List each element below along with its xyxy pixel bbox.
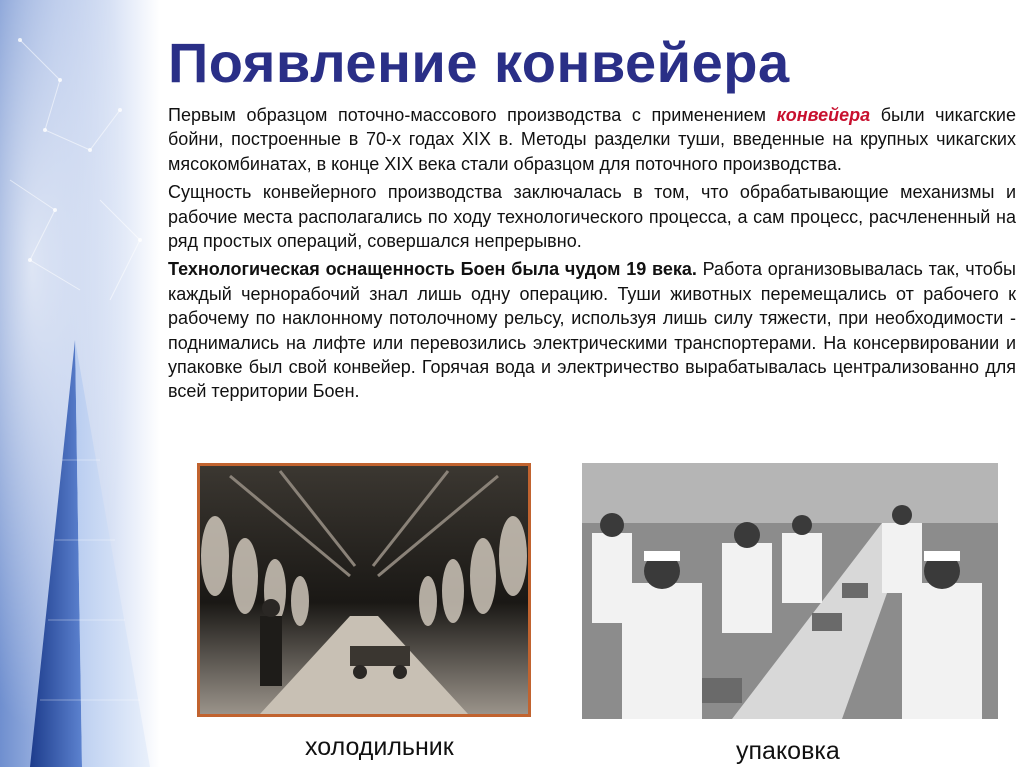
cold-storage-photo: [197, 463, 531, 717]
slide-title: Появление конвейера: [168, 31, 790, 94]
paragraph-1: [168, 103, 1016, 176]
paragraph-3-lead: Технологическая оснащенность Боен была чудом 19 века.: [168, 259, 697, 280]
paragraph-3: [168, 257, 1016, 403]
paragraph-1-end: были чикагские бойни, построенные в 70-х годах XIX в. Методы разделки туши, введенные на крупных чикагских мясокомбинатах, в конце XIX века стали образцом для поточного производства.: [168, 105, 1016, 174]
side-decoration: [0, 0, 160, 767]
slide-body: [168, 103, 1016, 408]
paragraph-2: Сущность конвейерного производства заключалась в том, что обрабатывающие механизмы и рабочие места располагались по ходу технологического процесса, а сам процесс, расчлененный на ряд простых операций, совершался непрерывно.: [168, 182, 1016, 252]
cold-storage-image: [200, 466, 528, 714]
paragraph-1-start: Первым образцом поточно-массового производства с применением: [168, 105, 777, 125]
keyword-conveyor: конвейера: [776, 105, 871, 125]
packing-photo: [582, 463, 998, 719]
packing-caption: упаковка: [736, 737, 840, 765]
cold-storage-caption: холодильник: [305, 733, 454, 761]
paragraph-3-rest: Работа организовывалась так, чтобы каждый чернорабочий знал лишь одну операцию. Туши животных перемещались от рабочего к рабочему по наклонному потолочному рельсу, используя лишь силу тяжести, при необходимости - поднимались на лифте или перевозились электрическими транспортерами. На консервировании и упаковке был свой конвейер. Горячая вода и электричество вырабатывалась централизованно для всей территории Боен.: [168, 259, 1016, 402]
packing-image: [582, 463, 998, 719]
skyscraper-graphic: [0, 0, 160, 767]
